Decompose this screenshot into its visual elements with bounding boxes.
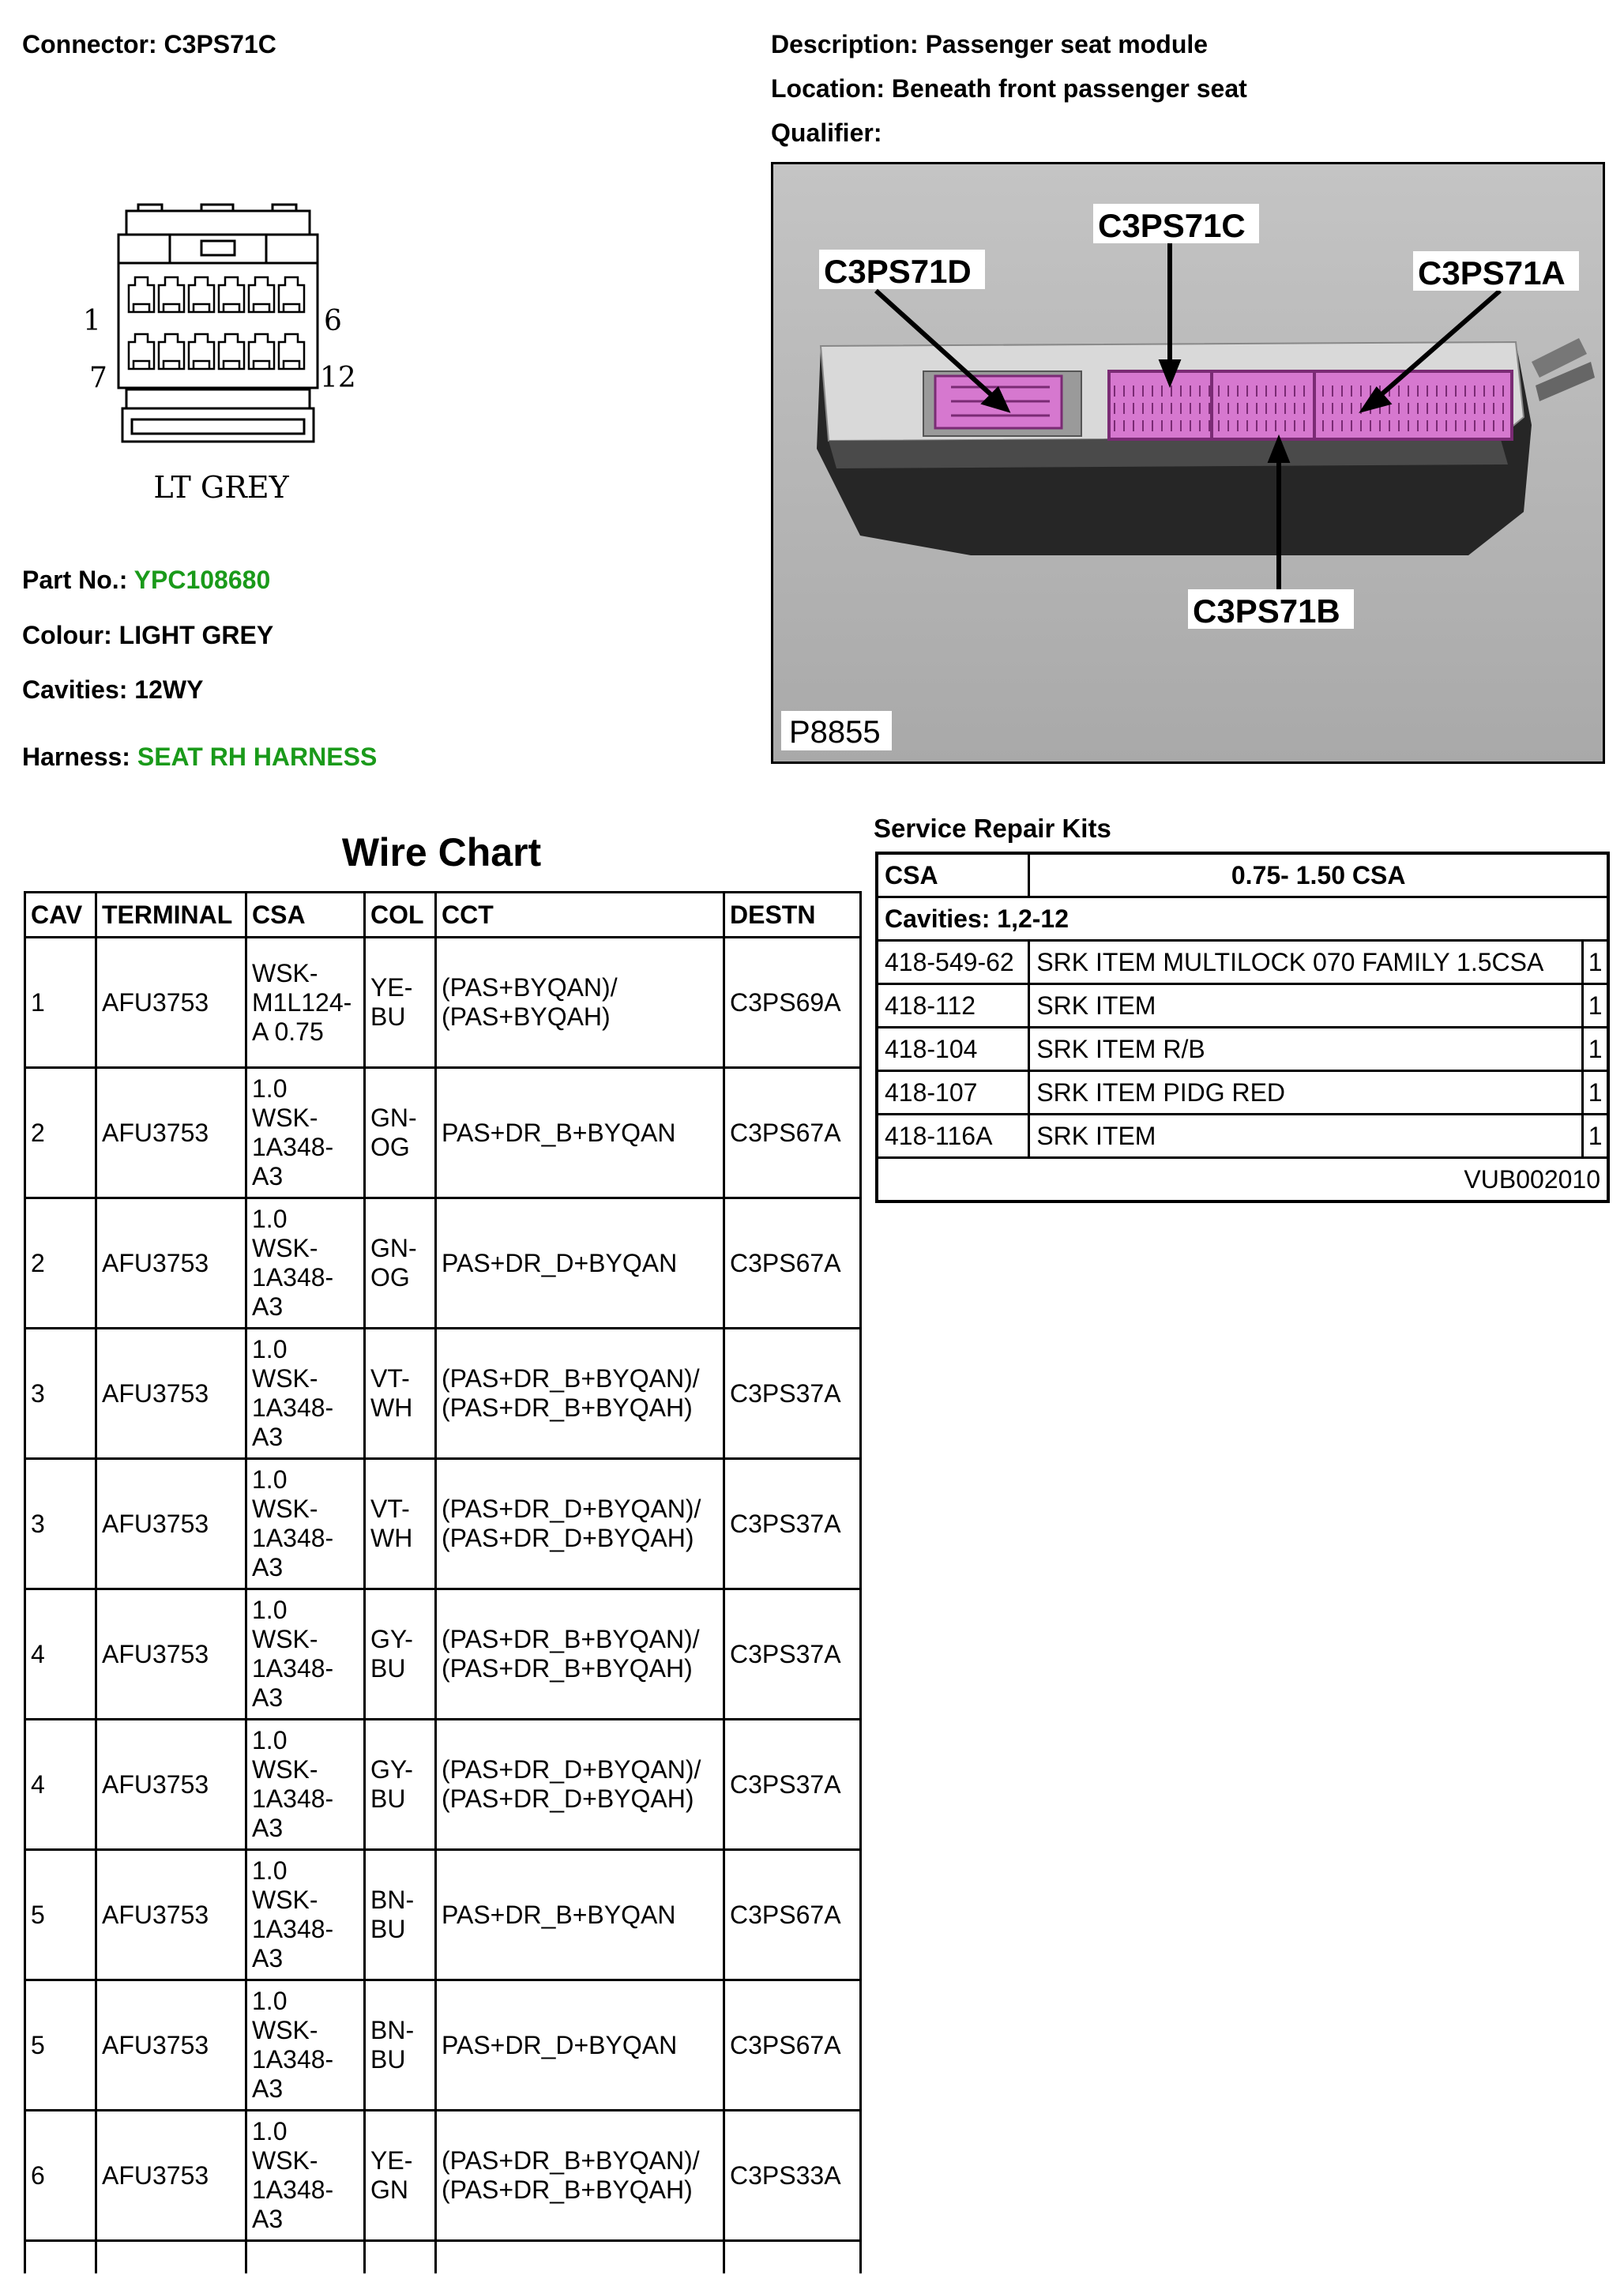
cell-csa: WSK- M1L124- A 0.75 [246, 938, 365, 1068]
cell-cct: PAS+DR_D+BYQAN [436, 1198, 724, 1329]
cell-cct: (PAS+BYQAN)/ (PAS+BYQAH) [436, 938, 724, 1068]
harness-link[interactable]: SEAT RH HARNESS [137, 743, 378, 771]
cell-cct: (PAS+DR_D+BYQAN)/ (PAS+DR_D+BYQAH) [436, 1720, 724, 1850]
cell-csa: 1.0 WSK- 1A348- A3 [246, 1850, 365, 1980]
srk-qty: 1 [1583, 1115, 1608, 1158]
cell-cct: PAS+DR_B+BYQAN [436, 1850, 724, 1980]
pin-label-7: 7 [89, 362, 107, 394]
part-no-link[interactable]: YPC108680 [133, 566, 271, 594]
wire-chart-table [24, 891, 862, 2273]
table-row [25, 1329, 861, 1459]
colour-label: Colour: [22, 621, 112, 649]
empty-cell [25, 2241, 96, 2274]
cell-cav: 2 [25, 1068, 96, 1198]
connector-line [22, 30, 276, 59]
pin-label-1: 1 [83, 305, 101, 337]
cavity-shape [159, 277, 184, 312]
srk-qty: 1 [1583, 941, 1608, 984]
cell-csa: 1.0 WSK- 1A348- A3 [246, 1459, 365, 1589]
cell-destn: C3PS37A [724, 1329, 861, 1459]
colour-value: LIGHT GREY [118, 621, 274, 649]
cell-cav: 3 [25, 1329, 96, 1459]
cell-cct: (PAS+DR_D+BYQAN)/ (PAS+DR_D+BYQAH) [436, 1459, 724, 1589]
srk-code: 418-107 [877, 1071, 1029, 1115]
table-row [25, 938, 861, 1068]
srk-item-row [877, 1028, 1608, 1071]
empty-cell [724, 2241, 861, 2274]
cell-cct: PAS+DR_D+BYQAN [436, 1980, 724, 2111]
cell-terminal: AFU3753 [96, 1589, 246, 1720]
srk-name: SRK ITEM MULTILOCK 070 FAMILY 1.5CSA [1029, 941, 1583, 984]
harness-label: Harness: [22, 743, 130, 771]
empty-cell [246, 2241, 365, 2274]
cell-terminal: AFU3753 [96, 938, 246, 1068]
cell-col: GY- BU [365, 1589, 436, 1720]
cell-col: BN- BU [365, 1850, 436, 1980]
qualifier-label: Qualifier: [771, 118, 882, 147]
srk-qty: 1 [1583, 1071, 1608, 1115]
srk-footer-row [877, 1158, 1608, 1202]
srk-footer-code: VUB002010 [877, 1158, 1608, 1202]
description-value: Passenger seat module [925, 30, 1209, 58]
srk-qty: 1 [1583, 1028, 1608, 1071]
cavity-shape [219, 277, 244, 312]
cell-destn: C3PS37A [724, 1589, 861, 1720]
cavity-shape [249, 334, 274, 369]
cavity-shape [279, 334, 304, 369]
empty-cell [436, 2241, 724, 2274]
cell-csa: 1.0 WSK- 1A348- A3 [246, 1329, 365, 1459]
cell-cav: 1 [25, 938, 96, 1068]
cavity-shape [189, 334, 214, 369]
cavity-shape [249, 277, 274, 312]
connector-face-diagram [83, 194, 375, 510]
table-row [25, 1459, 861, 1589]
srk-code: 418-549-62 [877, 941, 1029, 984]
cell-cct: PAS+DR_B+BYQAN [436, 1068, 724, 1198]
cell-csa: 1.0 WSK- 1A348- A3 [246, 1980, 365, 2111]
table-row [25, 1068, 861, 1198]
cell-csa: 1.0 WSK- 1A348- A3 [246, 1589, 365, 1720]
colour-line [22, 621, 273, 650]
cavity-shape [219, 334, 244, 369]
srk-code: 418-104 [877, 1028, 1029, 1071]
cell-destn: C3PS67A [724, 1198, 861, 1329]
connector-label: Connector: [22, 30, 157, 58]
table-row [25, 1850, 861, 1980]
srk-item-row [877, 1115, 1608, 1158]
cell-terminal: AFU3753 [96, 1720, 246, 1850]
callout-c3ps71c: C3PS71C [1098, 207, 1246, 244]
cell-cav: 4 [25, 1720, 96, 1850]
table-row [25, 1198, 861, 1329]
srk-csa-label: CSA [877, 853, 1029, 897]
pin-label-12: 12 [320, 362, 356, 394]
callout-c3ps71d: C3PS71D [824, 253, 972, 290]
col-cav: CAV [25, 893, 96, 938]
srk-item-row [877, 941, 1608, 984]
table-row-continued [25, 2241, 861, 2274]
location-label: Location: [771, 74, 885, 103]
table-row [25, 1589, 861, 1720]
col-destn: DESTN [724, 893, 861, 938]
srk-table [875, 852, 1610, 1203]
srk-title: Service Repair Kits [874, 814, 1111, 843]
cell-terminal: AFU3753 [96, 1198, 246, 1329]
cell-csa: 1.0 WSK- 1A348- A3 [246, 2111, 365, 2241]
cavities-label: Cavities: [22, 675, 128, 704]
cell-destn: C3PS37A [724, 1720, 861, 1850]
cell-csa: 1.0 WSK- 1A348- A3 [246, 1198, 365, 1329]
srk-code: 418-116A [877, 1115, 1029, 1158]
empty-cell [365, 2241, 436, 2274]
srk-cavities-row [877, 897, 1608, 941]
cell-terminal: AFU3753 [96, 1980, 246, 2111]
cavity-shape [189, 277, 214, 312]
cell-cav: 6 [25, 2111, 96, 2241]
cavity-grid [129, 277, 304, 369]
wire-chart-header-row [25, 893, 861, 938]
col-terminal: TERMINAL [96, 893, 246, 938]
cell-csa: 1.0 WSK- 1A348- A3 [246, 1068, 365, 1198]
table-row [25, 1980, 861, 2111]
srk-name: SRK ITEM [1029, 1115, 1583, 1158]
col-csa: CSA [246, 893, 365, 938]
srk-csa-value: 0.75- 1.50 CSA [1029, 853, 1608, 897]
cell-cav: 3 [25, 1459, 96, 1589]
cell-csa: 1.0 WSK- 1A348- A3 [246, 1720, 365, 1850]
cell-col: GN- OG [365, 1068, 436, 1198]
cell-cct: (PAS+DR_B+BYQAN)/ (PAS+DR_B+BYQAH) [436, 1329, 724, 1459]
srk-qty: 1 [1583, 984, 1608, 1028]
srk-item-row [877, 1071, 1608, 1115]
col-col: COL [365, 893, 436, 938]
wire-chart-title: Wire Chart [341, 830, 542, 874]
cell-cct: (PAS+DR_B+BYQAN)/ (PAS+DR_B+BYQAH) [436, 2111, 724, 2241]
callout-c3ps71a: C3PS71A [1418, 254, 1566, 291]
cell-destn: C3PS67A [724, 1980, 861, 2111]
table-row [25, 2111, 861, 2241]
srk-name: SRK ITEM PIDG RED [1029, 1071, 1583, 1115]
colour-caption: LT GREY [153, 470, 289, 505]
srk-item-row [877, 984, 1608, 1028]
cavity-shape [129, 277, 154, 312]
srk-name: SRK ITEM [1029, 984, 1583, 1028]
cell-col: YE- BU [365, 938, 436, 1068]
cell-terminal: AFU3753 [96, 1850, 246, 1980]
cell-terminal: AFU3753 [96, 1459, 246, 1589]
description-line [771, 30, 1208, 59]
cell-destn: C3PS69A [724, 938, 861, 1068]
cell-destn: C3PS33A [724, 2111, 861, 2241]
figure-id: P8855 [789, 715, 881, 750]
location-line [771, 74, 1247, 103]
description-label: Description: [771, 30, 919, 58]
cell-col: BN- BU [365, 1980, 436, 2111]
callout-c3ps71b: C3PS71B [1193, 592, 1340, 630]
empty-cell [96, 2241, 246, 2274]
module-illustration [773, 164, 1603, 761]
cell-col: YE- GN [365, 2111, 436, 2241]
srk-code: 418-112 [877, 984, 1029, 1028]
pin-label-6: 6 [324, 305, 342, 337]
cell-destn: C3PS37A [724, 1459, 861, 1589]
table-row [25, 1720, 861, 1850]
cavities-line [22, 675, 203, 705]
location-value: Beneath front passenger seat [891, 74, 1247, 103]
part-no-line [22, 566, 270, 595]
cell-col: GY- BU [365, 1720, 436, 1850]
cell-destn: C3PS67A [724, 1068, 861, 1198]
cell-cav: 5 [25, 1980, 96, 2111]
cell-cav: 5 [25, 1850, 96, 1980]
cavity-shape [129, 334, 154, 369]
connector-value: C3PS71C [164, 30, 276, 58]
part-no-label: Part No.: [22, 566, 128, 594]
cavity-shape [279, 277, 304, 312]
cell-terminal: AFU3753 [96, 1068, 246, 1198]
srk-cavities: Cavities: 1,2-12 [877, 897, 1608, 941]
cell-destn: C3PS67A [724, 1850, 861, 1980]
cell-cct: (PAS+DR_B+BYQAN)/ (PAS+DR_B+BYQAH) [436, 1589, 724, 1720]
srk-name: SRK ITEM R/B [1029, 1028, 1583, 1071]
srk-csa-row [877, 853, 1608, 897]
cell-col: VT- WH [365, 1329, 436, 1459]
cell-terminal: AFU3753 [96, 2111, 246, 2241]
col-cct: CCT [436, 893, 724, 938]
location-photo [771, 162, 1605, 764]
cavity-shape [159, 334, 184, 369]
cell-terminal: AFU3753 [96, 1329, 246, 1459]
cell-col: GN- OG [365, 1198, 436, 1329]
cell-col: VT- WH [365, 1459, 436, 1589]
harness-line [22, 743, 377, 772]
cell-cav: 2 [25, 1198, 96, 1329]
cell-cav: 4 [25, 1589, 96, 1720]
cavities-value: 12WY [134, 675, 204, 704]
